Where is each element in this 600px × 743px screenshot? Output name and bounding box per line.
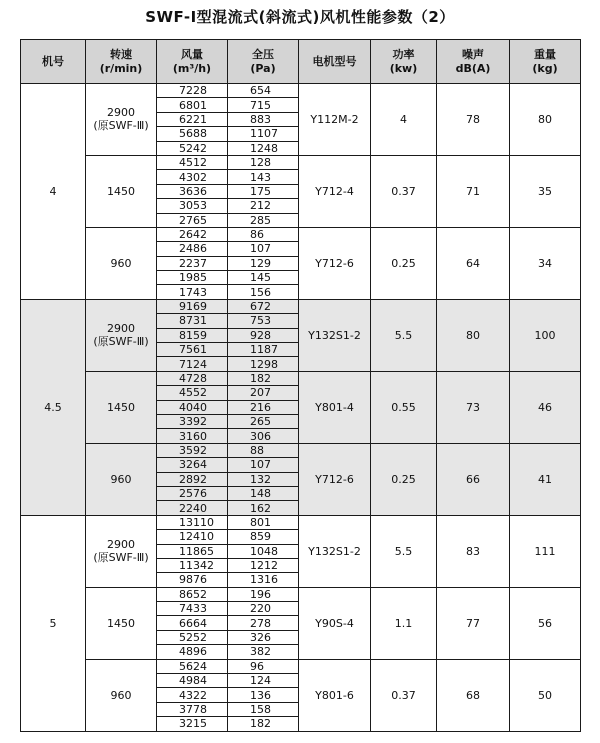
noise-cell: 78 [437, 84, 510, 156]
flow-cell: 5242 [157, 141, 228, 155]
pressure-cell: 182 [228, 371, 299, 385]
power-cell: 4 [371, 84, 437, 156]
pressure-cell: 382 [228, 645, 299, 659]
flow-cell: 6221 [157, 112, 228, 126]
flow-cell: 9876 [157, 573, 228, 587]
speed-cell [86, 227, 157, 299]
pressure-cell: 928 [228, 328, 299, 342]
weight-cell: 46 [510, 371, 581, 443]
weight-cell: 80 [510, 84, 581, 156]
header-pressure: 全压 (Pa) [228, 40, 299, 84]
flow-cell: 5624 [157, 659, 228, 673]
flow-cell: 3264 [157, 458, 228, 472]
pressure-cell: 1107 [228, 127, 299, 141]
table-row [21, 84, 581, 98]
flow-cell: 6801 [157, 98, 228, 112]
speed-cell [86, 443, 157, 515]
table-row [21, 227, 581, 241]
pressure-cell: 107 [228, 242, 299, 256]
pressure-cell: 306 [228, 429, 299, 443]
header-speed: 转速 (r/min) [86, 40, 157, 84]
table-row [21, 443, 581, 457]
table-row [21, 659, 581, 673]
flow-cell: 7561 [157, 343, 228, 357]
flow-cell: 3592 [157, 443, 228, 457]
table-row [21, 515, 581, 529]
flow-cell: 2486 [157, 242, 228, 256]
flow-cell: 4322 [157, 688, 228, 702]
pressure-cell: 672 [228, 299, 299, 313]
pressure-cell: 207 [228, 386, 299, 400]
model-cell: 4 [21, 84, 86, 300]
flow-cell: 11342 [157, 558, 228, 572]
model-cell: 5 [21, 515, 86, 731]
pressure-cell: 753 [228, 314, 299, 328]
speed-text: 1450 [107, 184, 135, 198]
motor-cell: Y801-4 [299, 371, 371, 443]
weight-cell: 56 [510, 587, 581, 659]
table-row [21, 299, 581, 313]
pressure-cell: 128 [228, 155, 299, 169]
noise-cell: 64 [437, 227, 510, 299]
table-row [21, 371, 581, 385]
motor-cell: Y112M-2 [299, 84, 371, 156]
weight-cell: 34 [510, 227, 581, 299]
flow-cell: 1985 [157, 271, 228, 285]
flow-cell: 2765 [157, 213, 228, 227]
header-model: 机号 [21, 40, 86, 84]
weight-cell: 41 [510, 443, 581, 515]
motor-cell: Y132S1-2 [299, 299, 371, 371]
flow-cell: 4896 [157, 645, 228, 659]
pressure-cell: 859 [228, 530, 299, 544]
flow-cell: 3053 [157, 199, 228, 213]
speed-cell [86, 587, 157, 659]
noise-cell: 77 [437, 587, 510, 659]
table-body [21, 84, 581, 732]
pressure-cell: 124 [228, 674, 299, 688]
header-power: 功率 (kw) [371, 40, 437, 84]
header-row [21, 40, 581, 84]
speed-cell [86, 84, 157, 156]
pressure-cell: 216 [228, 400, 299, 414]
flow-cell: 4728 [157, 371, 228, 385]
flow-cell: 6664 [157, 616, 228, 630]
pressure-cell: 654 [228, 84, 299, 98]
power-cell: 5.5 [371, 299, 437, 371]
noise-cell: 71 [437, 155, 510, 227]
performance-table [20, 39, 581, 732]
flow-cell: 7433 [157, 602, 228, 616]
motor-cell: Y90S-4 [299, 587, 371, 659]
flow-cell: 8652 [157, 587, 228, 601]
speed-text: (原SWF-Ⅲ) [93, 335, 149, 349]
flow-cell: 3636 [157, 184, 228, 198]
pressure-cell: 883 [228, 112, 299, 126]
pressure-cell: 285 [228, 213, 299, 227]
pressure-cell: 143 [228, 170, 299, 184]
speed-text: 1450 [107, 616, 135, 630]
weight-cell: 50 [510, 659, 581, 731]
pressure-cell: 175 [228, 184, 299, 198]
flow-cell: 8731 [157, 314, 228, 328]
pressure-cell: 1316 [228, 573, 299, 587]
speed-text: 960 [110, 256, 132, 270]
header-noise: 噪声 dB(A) [437, 40, 510, 84]
flow-cell: 2240 [157, 501, 228, 515]
power-cell: 0.55 [371, 371, 437, 443]
motor-cell: Y801-6 [299, 659, 371, 731]
flow-cell: 4984 [157, 674, 228, 688]
speed-text: 2900 [107, 538, 135, 552]
speed-text: (原SWF-Ⅲ) [93, 119, 149, 133]
pressure-cell: 196 [228, 587, 299, 601]
flow-cell: 2576 [157, 486, 228, 500]
flow-cell: 4512 [157, 155, 228, 169]
noise-cell: 68 [437, 659, 510, 731]
power-cell: 1.1 [371, 587, 437, 659]
motor-cell: Y712-6 [299, 443, 371, 515]
speed-text: 960 [110, 472, 132, 486]
noise-cell: 80 [437, 299, 510, 371]
flow-cell: 7228 [157, 84, 228, 98]
pressure-cell: 136 [228, 688, 299, 702]
power-cell: 0.37 [371, 659, 437, 731]
flow-cell: 9169 [157, 299, 228, 313]
weight-cell: 35 [510, 155, 581, 227]
pressure-cell: 86 [228, 227, 299, 241]
speed-cell [86, 371, 157, 443]
pressure-cell: 265 [228, 414, 299, 428]
pressure-cell: 326 [228, 630, 299, 644]
power-cell: 0.25 [371, 443, 437, 515]
header-weight: 重量 (kg) [510, 40, 581, 84]
motor-cell: Y712-6 [299, 227, 371, 299]
speed-cell [86, 515, 157, 587]
pressure-cell: 1248 [228, 141, 299, 155]
flow-cell: 1743 [157, 285, 228, 299]
pressure-cell: 96 [228, 659, 299, 673]
flow-cell: 5252 [157, 630, 228, 644]
pressure-cell: 1048 [228, 544, 299, 558]
pressure-cell: 801 [228, 515, 299, 529]
pressure-cell: 212 [228, 199, 299, 213]
pressure-cell: 1298 [228, 357, 299, 371]
flow-cell: 4552 [157, 386, 228, 400]
speed-text: 960 [110, 688, 132, 702]
flow-cell: 5688 [157, 127, 228, 141]
pressure-cell: 148 [228, 486, 299, 500]
weight-cell: 111 [510, 515, 581, 587]
flow-cell: 3392 [157, 414, 228, 428]
header-motor: 电机型号 [299, 40, 371, 84]
pressure-cell: 145 [228, 271, 299, 285]
motor-cell: Y712-4 [299, 155, 371, 227]
flow-cell: 3778 [157, 702, 228, 716]
page-title: SWF-Ⅰ型混流式(斜流式)风机性能参数（2） [145, 8, 455, 26]
pressure-cell: 1187 [228, 343, 299, 357]
pressure-cell: 278 [228, 616, 299, 630]
speed-text: 2900 [107, 322, 135, 336]
pressure-cell: 158 [228, 702, 299, 716]
flow-cell: 2642 [157, 227, 228, 241]
flow-cell: 2237 [157, 256, 228, 270]
power-cell: 5.5 [371, 515, 437, 587]
speed-text: (原SWF-Ⅲ) [93, 551, 149, 565]
noise-cell: 73 [437, 371, 510, 443]
motor-cell: Y132S1-2 [299, 515, 371, 587]
speed-text: 2900 [107, 106, 135, 120]
flow-cell: 8159 [157, 328, 228, 342]
table-row [21, 155, 581, 169]
pressure-cell: 156 [228, 285, 299, 299]
flow-cell: 4040 [157, 400, 228, 414]
weight-cell: 100 [510, 299, 581, 371]
flow-cell: 4302 [157, 170, 228, 184]
pressure-cell: 107 [228, 458, 299, 472]
pressure-cell: 220 [228, 602, 299, 616]
noise-cell: 83 [437, 515, 510, 587]
flow-cell: 2892 [157, 472, 228, 486]
noise-cell: 66 [437, 443, 510, 515]
pressure-cell: 132 [228, 472, 299, 486]
pressure-cell: 715 [228, 98, 299, 112]
speed-cell [86, 299, 157, 371]
flow-cell: 3160 [157, 429, 228, 443]
power-cell: 0.37 [371, 155, 437, 227]
flow-cell: 11865 [157, 544, 228, 558]
flow-cell: 13110 [157, 515, 228, 529]
pressure-cell: 162 [228, 501, 299, 515]
speed-cell [86, 659, 157, 731]
pressure-cell: 88 [228, 443, 299, 457]
flow-cell: 7124 [157, 357, 228, 371]
pressure-cell: 129 [228, 256, 299, 270]
model-cell: 4.5 [21, 299, 86, 515]
power-cell: 0.25 [371, 227, 437, 299]
speed-text: 1450 [107, 400, 135, 414]
flow-cell: 12410 [157, 530, 228, 544]
pressure-cell: 182 [228, 717, 299, 731]
speed-cell [86, 155, 157, 227]
pressure-cell: 1212 [228, 558, 299, 572]
header-flow: 风量 (m³/h) [157, 40, 228, 84]
table-row [21, 587, 581, 601]
flow-cell: 3215 [157, 717, 228, 731]
